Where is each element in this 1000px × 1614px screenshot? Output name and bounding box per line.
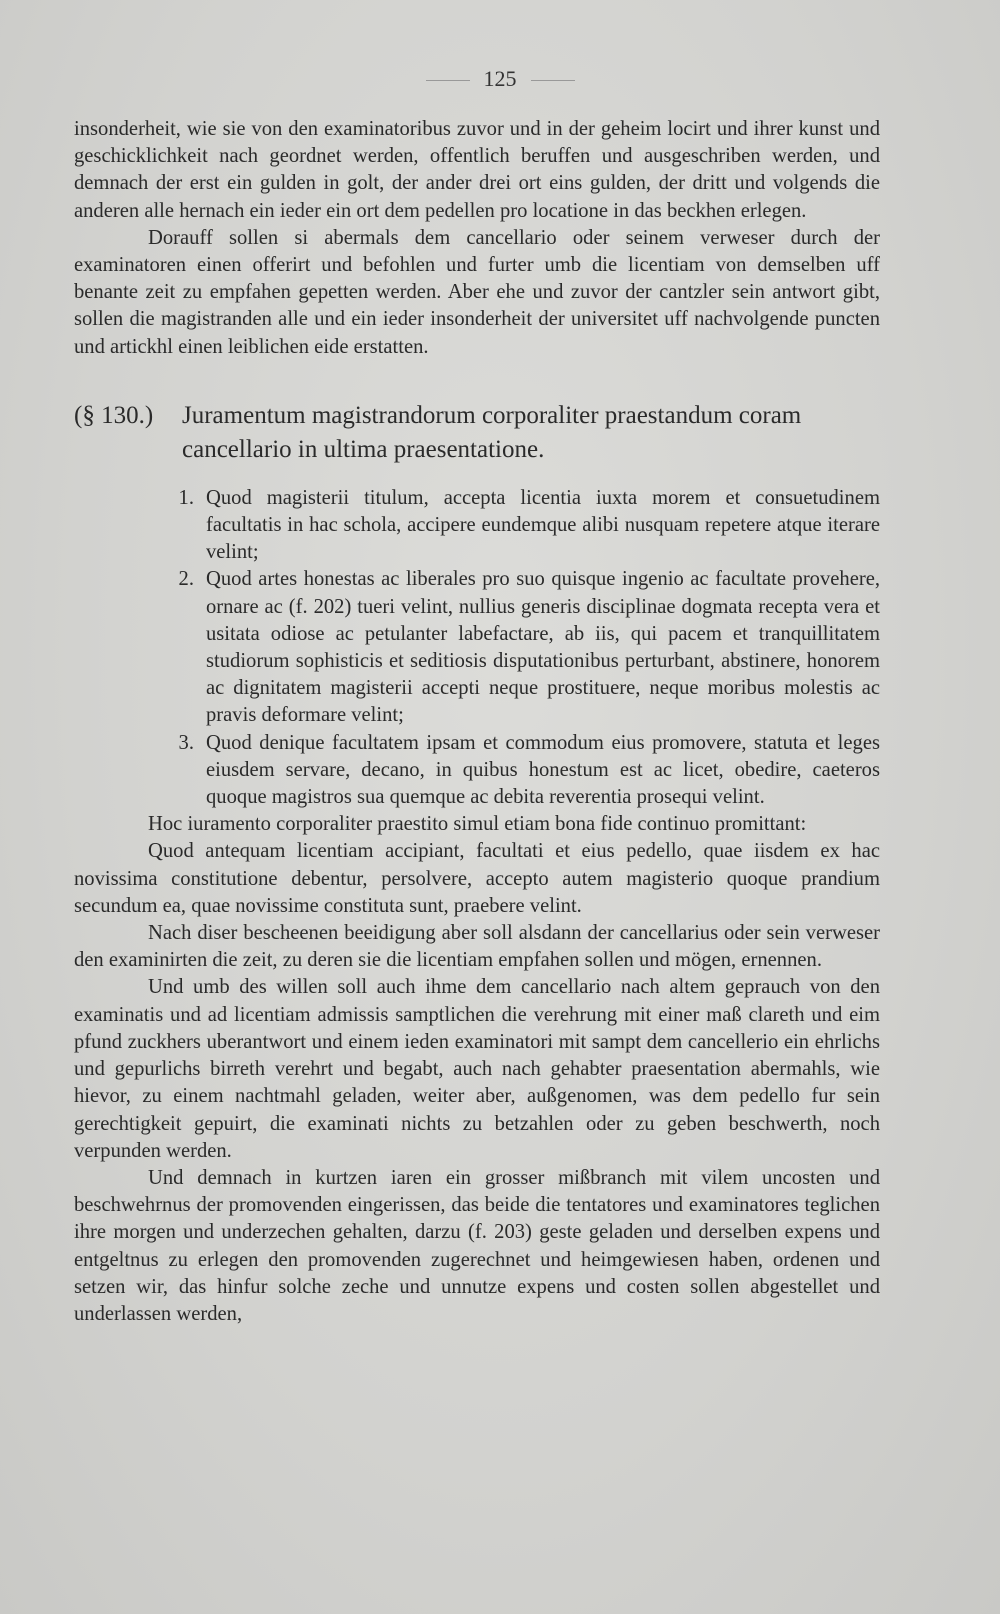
oath-item: [74, 485, 880, 567]
paragraph: Hoc iuramento corporaliter praestito simul etiam bona fide continuo promittant:: [148, 813, 807, 836]
paragraph: Dorauff sollen si abermals dem cancellario oder seinem verweser durch der examinatoren einen offerirt und befohlen und furter umb die licentiam von demselben uff benante zeit zu empfahen gepetten werden. Aber ehe und zuvor der cantzler sein antwort gibt, sollen die magistranden alle und ein ieder insonderheit der universitet uff nachvolgende puncten und artickhl einen leiblichen eide erstatten.: [74, 226, 880, 358]
header-rule-left: [426, 80, 470, 81]
oath-item-text: Quod denique facultatem ipsam et commodum eius promovere, statuta et leges eiusdem servare, decano, in quibus honestum est ac licet, obedire, caeteros quoque magistros sua quemque ac debita reverentia prosequi velint.: [206, 731, 880, 809]
page-body: [74, 116, 880, 1328]
page-header: [0, 66, 1000, 92]
oath-list: [74, 485, 880, 811]
paragraph-continuation: insonderheit, wie sie von den examinatoribus zuvor und in der geheim locirt und ihrer kunst und geschicklichkeit nach geordnet werden, offentlich beruffen und ausgeschriben werden, und demnach der erst ein gulden in golt, der ander drei ort eins gulden, der dritt und volgends die anderen alle hernach ein ieder ein ort dem pedellen pro locatione in das beckhen erlegen.: [74, 118, 880, 222]
paragraph: Und umb des willen soll auch ihme dem cancellario nach altem geprauch von den examinatis und ad licentiam admissis samptlichen die verehrung mit einer maß clareth und eim pfund zuckhers uberantwort und einem ieden examinatori mit sampt dem cancellerio ein ehrlichs und gepurlichs birreth verehrt und begabt, auch nach gehabter praesentation abermahls, wie hievor, zu einem nachtmahl geladen, weiter aber, außgenomen, was dem pedello fur sein gerechtigkeit gepuirt, die examinati nichts zu betzahlen oder zu geben beschwerth, noch verpunden werden.: [74, 976, 880, 1162]
oath-item-text: Quod magisterii titulum, accepta licentia iuxta morem et consuetudinem facultatis in hac schola, accipere eundemque alibi nusquam repetere atque iterare velint;: [206, 486, 880, 564]
header-rule-right: [531, 80, 575, 81]
oath-item-text: Quod artes honestas ac liberales pro suo quisque ingenio ac facultate provehere, ornare ac (f. 202) tueri velint, nullius generis disciplinae dogmata recepta vera et usitata odiose ac petulanter labefactare, ab iis, qui pacem et tranquillitatem studiorum sophisticis et seditiosis disputationibus perturbant, abstinere, honorem ac dignitatem magisterii accepti neque prostituere, neque moribus molestis ac pravis deformare velint;: [206, 568, 880, 727]
paragraph: Nach diser bescheenen beeidigung aber soll alsdann der cancellarius oder sein verweser den examinirten die zeit, zu deren sie die licentiam empfahen sollen und mögen, ernennen.: [74, 922, 880, 972]
paragraph: Und demnach in kurtzen iaren ein grosser mißbranch mit vilem uncosten und beschwehrnus der promovenden eingerissen, das beide die tentatores und examinatores teglichen ihre morgen und underzechen gehalten, darzu (f. 203) geste geladen und derselben expens und entgeltnus zu erlegen den promovenden zugerechnet und heimgewiesen haben, ordenen und setzen wir, das hinfur solche zeche und unnutze expens und costen sollen abgestellet und underlassen werden,: [74, 1166, 880, 1325]
page-number: 125: [483, 66, 517, 91]
oath-item-number: 3.: [178, 731, 194, 754]
section-heading: [74, 399, 880, 467]
oath-item: [74, 730, 880, 812]
section-title: Juramentum magistrandorum corporaliter praestandum coram cancellario in ultima praesentatione.: [182, 401, 802, 463]
section-number: (§ 130.): [74, 401, 154, 429]
oath-item-number: 2.: [178, 568, 194, 591]
oath-item-number: 1.: [178, 486, 194, 509]
paragraph: Quod antequam licentiam accipiant, facultati et eius pedello, quae iisdem ex hac novissima constitutione debentur, persolvere, accepto autem magisterio quoque prandium secundum ea, quae novissime constituta sunt, praebere velint.: [74, 840, 880, 917]
oath-item: [74, 566, 880, 729]
